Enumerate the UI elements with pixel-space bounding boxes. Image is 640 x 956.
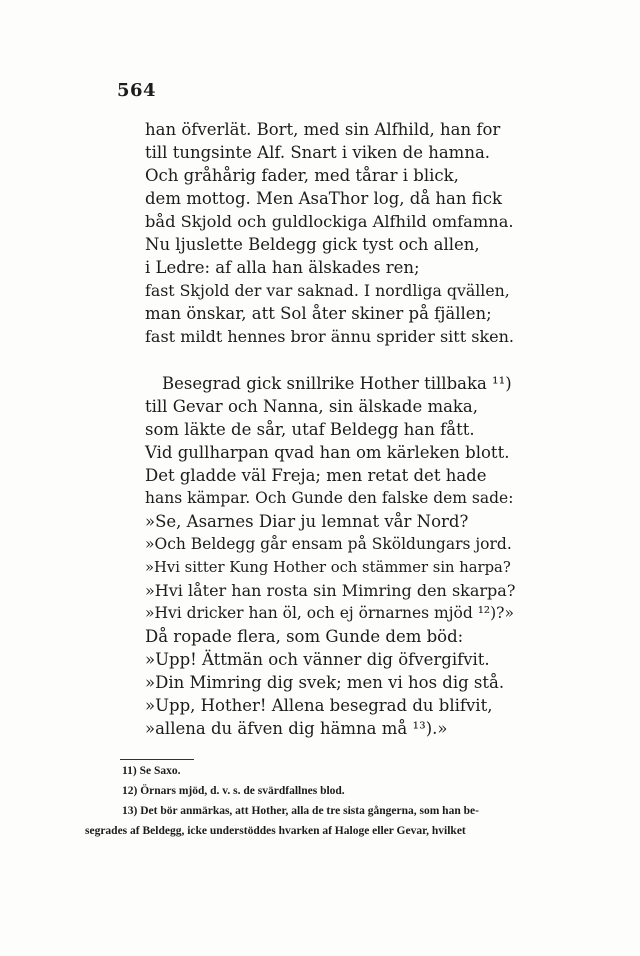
verse-line: Nu ljuslette Beldegg gick tyst och allen, (145, 235, 480, 254)
verse-line: dem mottog. Men AsaThor log, då han fick (145, 189, 502, 208)
verse-line: »Din Mimring dig svek; men vi hos dig stå. (145, 673, 505, 692)
verse-line: »Se, Asarnes Diar ju lemnat vår Nord? (145, 512, 469, 531)
verse-line: Besegrad gick snillrike Hother tillbaka ¹¹) (162, 374, 512, 393)
verse-line: fast Skjold der var saknad. I nordliga qvällen, (145, 281, 510, 300)
footnote-divider (120, 759, 194, 760)
verse-line: Då ropade flera, som Gunde dem böd: (145, 627, 464, 646)
verse-line: »Hvi sitter Kung Hother och stämmer sin harpa? (145, 559, 511, 576)
verse-line: som läkte de sår, utaf Beldegg han fått. (145, 420, 475, 439)
verse-line: Och gråhårig fader, med tårar i blick, (145, 166, 459, 185)
verse-line: »Och Beldegg går ensam på Sköldungars jord. (145, 535, 512, 553)
verse-line: i Ledre: af alla han älskades ren; (145, 258, 420, 277)
verse-line: »allena du äfven dig hämna må ¹³).» (145, 719, 448, 738)
footnote-11: 11) Se Saxo. (122, 765, 181, 777)
verse-line: fast mildt hennes bror ännu sprider sitt sken. (145, 327, 514, 346)
verse-line: till Gevar och Nanna, sin älskade maka, (145, 397, 479, 416)
verse-line: Vid gullharpan qvad han om kärleken blott. (145, 443, 510, 462)
verse-line: båd Skjold och guldlockiga Alfhild omfamna. (145, 212, 514, 231)
verse-line: Det gladde väl Freja; men retat det hade (145, 466, 487, 485)
verse-line: »Hvi dricker han öl, och ej örnarnes mjöd ¹²)?» (145, 604, 514, 622)
footnote-13-continued: segrades af Beldegg, icke understöddes hvarken af Haloge eller Gevar, hvilket (85, 825, 466, 837)
verse-line: han öfverlät. Bort, med sin Alfhild, han for (145, 120, 501, 139)
footnote-13: 13) Det bör anmärkas, att Hother, alla de tre sista gångerna, som han be- (122, 805, 479, 817)
verse-line: hans kämpar. Och Gunde den falske dem sade: (145, 489, 514, 507)
footnote-12: 12) Örnars mjöd, d. v. s. de svärdfallnes blod. (122, 785, 345, 797)
verse-line: »Upp, Hother! Allena besegrad du blifvit, (145, 696, 493, 715)
verse-line: till tungsinte Alf. Snart i viken de hamna. (145, 143, 491, 162)
page-number: 564 (117, 80, 157, 101)
verse-line: »Hvi låter han rosta sin Mimring den skarpa? (145, 581, 516, 600)
verse-line: man önskar, att Sol åter skiner på fjällen; (145, 304, 492, 323)
verse-line: »Upp! Ättmän och vänner dig öfvergifvit. (145, 650, 490, 669)
